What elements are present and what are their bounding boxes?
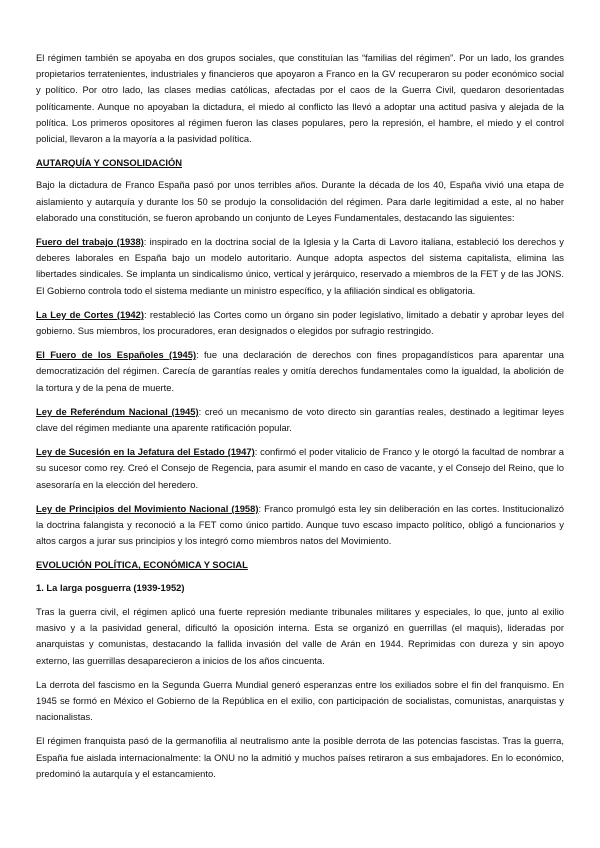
law-paragraph bbox=[36, 347, 564, 396]
section-heading-autarquia: AUTARQUÍA Y CONSOLIDACIÓN bbox=[36, 157, 183, 169]
law-paragraph bbox=[36, 307, 564, 339]
law-paragraph bbox=[36, 404, 564, 436]
law-paragraph bbox=[36, 444, 564, 493]
law-term: Ley de Referéndum Nacional (1945) bbox=[36, 405, 199, 417]
law-paragraph bbox=[36, 501, 564, 550]
body-paragraph: La derrota del fascismo en la Segunda Guerra Mundial generó esperanzas entre los exiliados sobre el fin del franquismo. En 1945 se formó en México el Gobierno de la República en el exilio, con participación de socialistas, comunistas, anarquistas y nacionalistas. bbox=[36, 678, 564, 723]
section1-intro-paragraph: Bajo la dictadura de Franco España pasó por unos terribles años. Durante la década de los 40, España vivió una etapa de aislamiento y autarquía y durante los 50 se produjo la consolidación del régimen. Para darle legitimidad a este, al no haber elaborado una constitución, se fueron aprobando un conjunto de Leyes Fundamentales, destacando las siguientes: bbox=[36, 179, 564, 223]
law-term: Fuero del trabajo (1938) bbox=[36, 236, 144, 248]
intro-paragraph: El régimen también se apoyaba en dos grupos sociales, que constituían las “familias del régimen”. Por un lado, los grandes propietarios terratenientes, industriales y financieros que apoyaron a Franco en la GV recuperaron su poder económico social y político. Por otro lado, las clases medias católicas, afectadas por el caos de la Guerra Civil, quedaron desorientadas políticamente. Aunque no apoyaban la dictadura, el miedo al conflicto las llevó a adoptar una actitud pasiva y alejada de la política. Los primeros opositores al régimen fueron las clases populares, pero la represión, el hambre, el miedo y el control policial, llevaron a la mayoría a la pasividad política. bbox=[36, 52, 564, 145]
law-description: : fue una declaración de derechos con fines propagandísticos para aparentar una democratización del régimen. Carecía de garantías reales y omitía derechos fundamentales como la igualdad, la abolición de la tortura y de la pena de muerte. bbox=[36, 349, 564, 393]
law-term: Ley de Sucesión en la Jefatura del Estado (1947) bbox=[36, 446, 255, 458]
law-description: : Franco promulgó esta ley sin deliberación en las cortes. Institucionalizó la doctrina falangista y reconoció a la FET como único partido. Aunque tuvo escaso impacto político, obligó a funcionarios y altos cargos a jurar sus principios y los integró como miembros natos del Movimiento. bbox=[36, 502, 564, 547]
law-description: : inspirado en la doctrina social de la Iglesia y la Carta di Lavoro italiana, estableció los derechos y deberes laborales en España bajo un modelo autoritario. Aunque adopta aspectos del sistema capitalista, elimina las libertades sindicales. Se implanta un sindicalismo único, vertical y jerárquico, reservado a miembros de la FET y de las JONS. El Gobierno controla todo el sistema mediante un ministro específico, y la afiliación sindical es obligatoria. bbox=[36, 236, 564, 296]
law-description: : creó un mecanismo de voto directo sin garantías reales, destinado a legitimar leyes clave del régimen mediante una aparente ratificación popular. bbox=[36, 405, 564, 434]
law-term: La Ley de Cortes (1942) bbox=[36, 308, 144, 320]
section-heading-evolucion: EVOLUCIÓN POLÍTICA, ECONÓMICA Y SOCIAL bbox=[36, 559, 248, 571]
subsection-heading-posguerra: 1. La larga posguerra (1939-1952) bbox=[36, 581, 185, 593]
body-paragraph: Tras la guerra civil, el régimen aplicó una fuerte represión mediante tribunales militares y especiales, lo que, junto al exilio masivo y a la pasividad general, dificultó la oposición interna. Esta se organizó en guerrillas (el maquis), lideradas por anarquistas y comunistas, destacando la fallida invasión del valle de Arán en 1944. Reprimidas con dureza y sin apoyo externo, las guerrillas desaparecieron a inicios de los años cincuenta. bbox=[36, 605, 564, 666]
law-term: Ley de Principios del Movimiento Nacional (1958) bbox=[36, 502, 259, 514]
law-description: : restableció las Cortes como un órgano sin poder legislativo, limitado a debatir y aprobar leyes del gobierno. Sus miembros, los procuradores, eran designados o elegidos por sufragio restringido. bbox=[36, 308, 564, 337]
law-description: : confirmó el poder vitalicio de Franco y le otorgó la facultad de nombrar a su sucesor como rey. Creó el Consejo de Regencia, para asumir el mando en caso de vacante, y el Consejo del Reino, que lo asesoraría en la elección del heredero. bbox=[36, 446, 565, 490]
body-paragraph: El régimen franquista pasó de la germanofilia al neutralismo ante la posible derrota de las potencias fascistas. Tras la guerra, España fue aislada internacionalmente: la ONU no la admitió y muchos países retiraron a sus embajadores. En lo económico, predominó la autarquía y el estancamiento. bbox=[36, 735, 564, 779]
law-paragraph bbox=[36, 234, 564, 299]
document-page bbox=[36, 50, 564, 790]
law-term: El Fuero de los Españoles (1945) bbox=[36, 349, 197, 361]
